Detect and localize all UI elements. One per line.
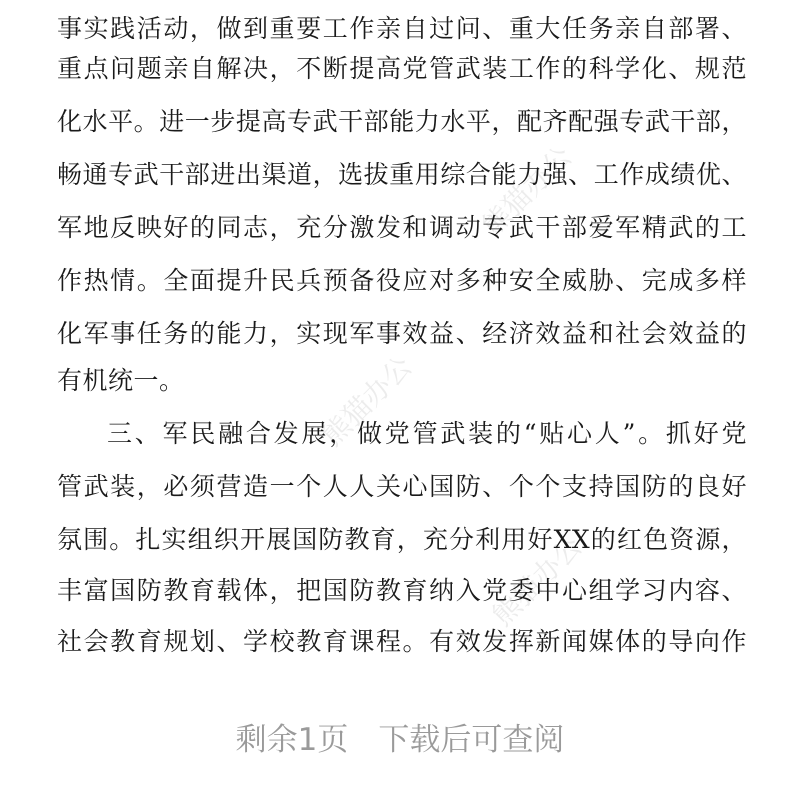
body-text-line: 化水平。进一步提高专武干部能力水平，配齐配强专武干部，: [57, 107, 747, 136]
body-text-line: 畅通专武干部进出渠道，选拔重用综合能力强、工作成绩优、: [57, 160, 747, 189]
body-text-line: 重点问题亲自解决，不断提高党管武装工作的科学化、规范: [57, 54, 747, 83]
body-text-line: 有机统一。: [57, 366, 185, 395]
body-text-line: 化军事任务的能力，实现军事效益、经济效益和社会效益的: [57, 319, 747, 348]
download-to-view-label[interactable]: 下载后可查阅: [378, 722, 565, 758]
body-text-line: 丰富国防教育载体，把国防教育纳入党委中心组学习内容、: [57, 576, 747, 605]
body-text-line: 氛围。扎实组织开展国防教育，充分利用好XX的红色资源，: [57, 525, 747, 554]
watermark: 熊猫办公: [475, 139, 579, 243]
body-text-line: 管武装，必须营造一个人人关心国防、个个支持国防的良好: [57, 472, 747, 501]
remaining-pages-label: 剩余1页: [235, 722, 349, 758]
watermark: 熊猫办公: [485, 529, 589, 633]
download-prompt-banner[interactable]: [0, 710, 800, 770]
body-text-line: 作热情。全面提升民兵预备役应对多种安全威胁、完成多样: [57, 266, 747, 295]
body-text-line: 三、军民融合发展，做党管武装的“贴心人”。抓好党: [107, 419, 747, 448]
body-text-line: 军地反映好的同志，充分激发和调动专武干部爱军精武的工: [57, 213, 747, 242]
watermark: 熊猫办公: [315, 349, 419, 453]
body-text-line: 事实践活动，做到重要工作亲自过问、重大任务亲自部署、: [57, 14, 747, 43]
body-text-line: 社会教育规划、学校教育课程。有效发挥新闻媒体的导向作: [57, 627, 747, 656]
